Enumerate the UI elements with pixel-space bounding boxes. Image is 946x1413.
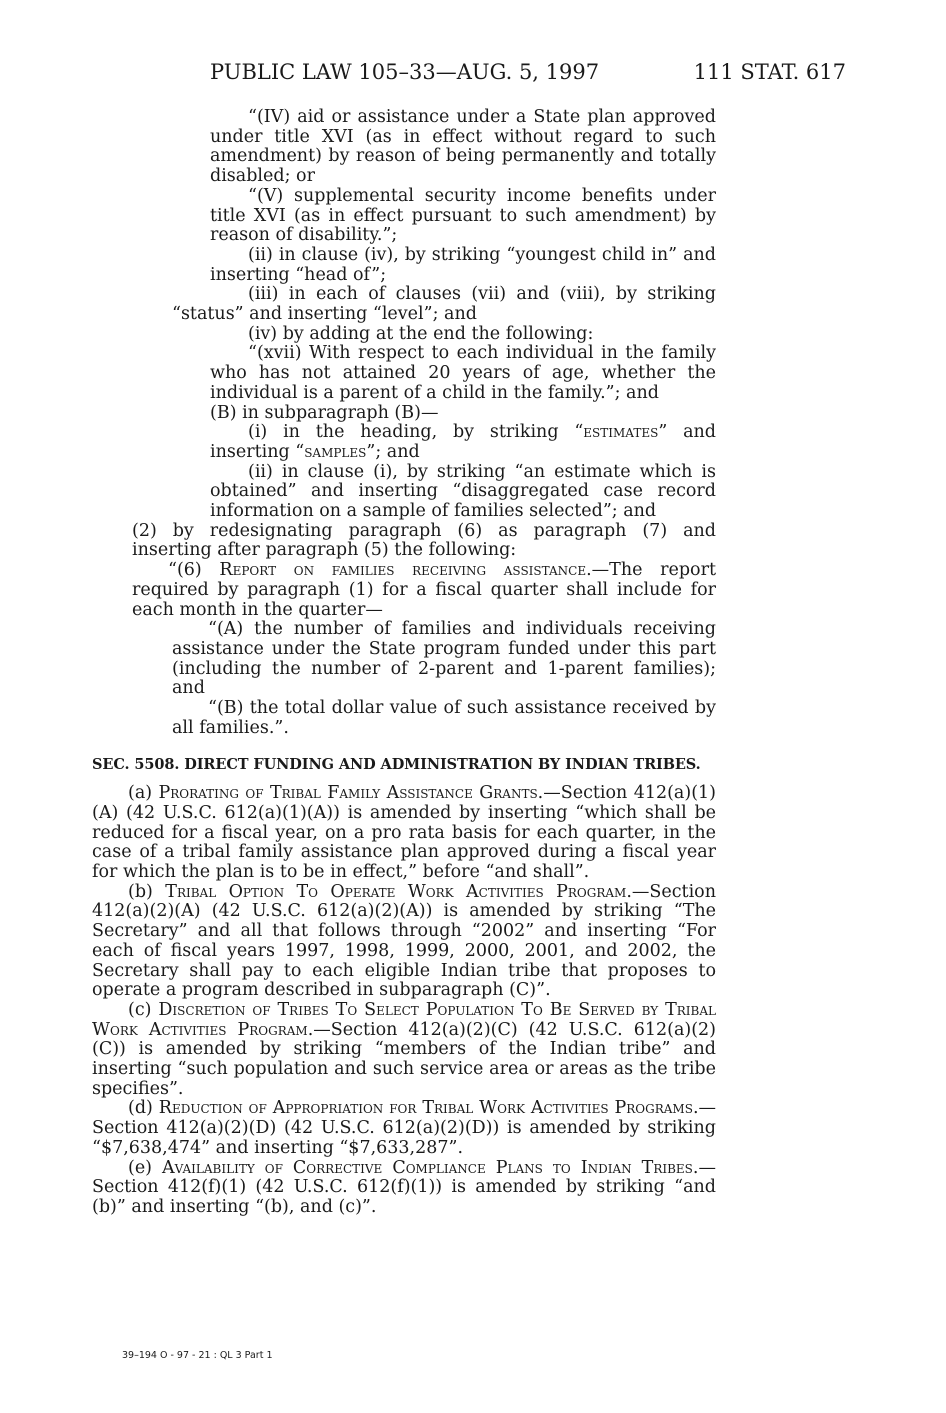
small-caps-heading: Report on families receiving assistance [219, 560, 587, 581]
subsection-title: Reduction of Appropriation for Tribal Work Activities Programs [158, 1098, 693, 1119]
paragraph-text: (i) in the heading, by striking “ [248, 422, 584, 443]
paragraph: (B) in subparagraph (B)— [210, 402, 439, 423]
paragraph: “(V) supplemental security income benefits under title XVI (as in effect pursuant to such amendment) by reason of disability.”; [210, 185, 716, 246]
paragraph-text: ” and inserting “ [210, 422, 716, 462]
paragraph [172, 285, 716, 324]
subsection-d [92, 1099, 716, 1158]
paragraph: “(B) the total dollar value of such assistance received by all families.”. [172, 698, 716, 738]
paragraph: “(A) the number of families and individuals receiving assistance under the State program funded under this part (including the number of 2-parent and 1-parent families); and [172, 619, 716, 699]
subsection-c [92, 1001, 716, 1100]
paragraph [132, 561, 716, 620]
subsection-body: .—Section 412(a)(2)(C) (42 U.S.C. 612(a)(2)(C)) is amended by striking “members of the Indian tribe” and inserting “such population and such service area or areas as the tribe specifies”. [92, 1019, 716, 1099]
header-title: PUBLIC LAW 105–33—AUG. 5, 1997 [210, 60, 600, 84]
subsection-b [92, 883, 716, 1001]
subsection-label: (d) [128, 1098, 159, 1119]
subsection-body: .—Section 412(a)(2)(D) (42 U.S.C. 612(a)(2)(D)) is amended by striking “$7,638,474” and inserting “$7,633,287”. [92, 1098, 717, 1158]
subsection-title: Prorating of Tribal Family Assistance Grants [158, 783, 538, 804]
subsection-e [92, 1159, 716, 1218]
small-caps-term: samples [304, 441, 367, 462]
subsection-a [92, 784, 716, 883]
paragraph: (iv) by adding at the end the following: [248, 323, 594, 344]
paragraph: “(IV) aid or assistance under a State plan approved under title XVI (as in effect without regard to such amendment) by reason of being permanently and totally disabled; or [210, 107, 716, 187]
subsection-label: (e) [128, 1157, 163, 1178]
subsection-title: Discretion of Tribes To Select Population To Be Served by Tribal Work Activities Program [92, 999, 717, 1040]
subsection-body: .—Section 412(a)(2)(A) (42 U.S.C. 612(a)(2)(A)) is amended by striking “The Secretary” and all that follows through “2002” and inserting “For each of fiscal years 1997, 1998, 1999, 2000, 2001, and 2002, the Secretary shall pay to each eligible Indian tribe that proposes to operate a program described in subparagraph (C)”. [92, 881, 716, 1001]
subsection-body: .—Section 412(a)(1)(A) (42 U.S.C. 612(a)(1)(A)) is amended by inserting “which shall be reduced for a fiscal year, on a pro rata basis for each quarter, in the case of a tribal family assistance plan approved during a fiscal year for which the plan is to be in effect,” before “and shall”. [92, 783, 716, 883]
paragraph-text: .—The report required by paragraph (1) for a fiscal quarter shall include for each month in the quarter— [132, 560, 716, 620]
body-text [0, 108, 946, 1218]
running-header [210, 60, 846, 90]
paragraph-text: ”; and [366, 441, 420, 462]
subsection-title: Tribal Option To Operate Work Activities Program [165, 881, 627, 902]
subsection-body: .—Section 412(f)(1) (42 U.S.C. 612(f)(1)) is amended by striking “and (b)” and inserting “(b), and (c)”. [92, 1157, 716, 1217]
paragraph-text: (2) by redesignating paragraph (6) as paragraph (7) and inserting after paragraph (5) the following: [132, 520, 716, 561]
subsection-label: (a) [128, 783, 159, 804]
small-caps-term: estimates [583, 422, 659, 443]
paragraph: “(xvii) With respect to each individual in the family who has not attained 20 years of age, whether the individual is a parent of a child in the family.”; and [210, 343, 716, 403]
paragraph: (ii) in clause (i), by striking “an estimate which is obtained” and inserting “disaggregated case record information on a sample of families selected”; and [210, 461, 716, 522]
paragraph: (ii) in clause (iv), by striking “youngest child in” and inserting “head of”; [210, 244, 716, 285]
paragraph [132, 522, 716, 561]
print-code-footer: 39–194 O - 97 - 21 : QL 3 Part 1 [122, 1350, 273, 1361]
subsection-label: (c) [128, 999, 159, 1020]
section-heading: SEC. 5508. DIRECT FUNDING AND ADMINISTRATION BY INDIAN TRIBES. [92, 755, 701, 773]
paragraph-text: (iii) in each of clauses (vii) and (viii), by striking “status” and inserting “level”; and [172, 284, 716, 325]
header-stat-page: 111 STAT. 617 [693, 60, 846, 84]
subsection-title: Availability of Corrective Compliance Plans to Indian Tribes [162, 1157, 693, 1178]
paragraph-text: “(6) [168, 560, 220, 581]
subsection-label: (b) [128, 881, 166, 902]
paragraph [210, 423, 716, 462]
